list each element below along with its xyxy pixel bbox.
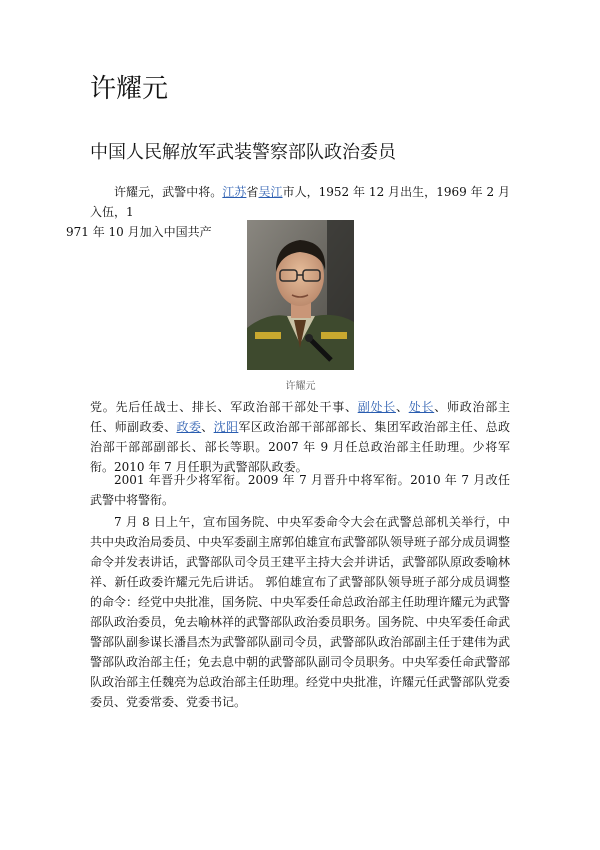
intro-text-2: 省 xyxy=(246,185,259,199)
link-jiangsu[interactable]: 江苏 xyxy=(222,185,247,199)
career-text-4: 、 xyxy=(201,420,214,434)
link-chuzhang[interactable]: 处长 xyxy=(408,400,435,414)
link-wujiang[interactable]: 吴江 xyxy=(258,185,283,199)
link-shenyang[interactable]: 沈阳 xyxy=(213,420,239,434)
career-text-5: 军区政治部干部部部长、集团军政治部主任、总政治部干部部副部长、部长等职。2007 年 9 月任总政治部主任助理。少将军衔。2010 年 7 月任职为武警部队政委。 xyxy=(90,420,510,474)
link-fuchuzhang[interactable]: 副处长 xyxy=(357,400,396,414)
photo-caption: 许耀元 xyxy=(285,381,316,392)
rank-paragraph: 2001 年晋升少将军衔。2009 年 7 月晋升中将军衔。2010 年 7 月改任武警中将警衔。 xyxy=(90,473,510,507)
portrait-photo-graphic xyxy=(247,220,354,370)
page-title: 许耀元 xyxy=(90,74,169,104)
intro-text-4: 971 年 10 月加入中国共产 xyxy=(66,225,212,239)
career-text-1: 党。先后任战士、排长、军政治部干部处干事、 xyxy=(90,400,358,414)
event-paragraph: 7 月 8 日上午，宣布国务院、中央军委命令大会在武警总部机关举行，中共中央政治局委员、中央军委副主席郭伯雄宣布武警部队领导班子部分成员调整命令并发表讲话，武警部队司令员王建平主持大会并讲话，武警部队原政委喻林祥、新任政委许耀元先后讲话。 郭伯雄宣布了武警部队领导班子部分成员调整的命令：经党中央批准，国务院、中央军委任命总政治部主任助理许耀元为武警部队政治委员，免去喻林祥的武警部队政治委员职务。国务院、中央军委任命武警部队副参谋长潘昌杰为武警部队副司令员，武警部队政治部副主任于建伟为武警部队政治部主任；免去息中朝的武警部队副司令员职务。中央军委任命武警部队政治部主任魏亮为总政治部主任助理。经党中央批准，许耀元任武警部队党委委员、党委常委、党委书记。 xyxy=(90,515,511,709)
intro-text-1: 许耀元，武警中将。 xyxy=(114,185,223,199)
intro-text-3: 市人，1952 年 12 月出生，1969 年 2 月入伍，1 xyxy=(90,185,510,219)
career-paragraph xyxy=(90,397,510,477)
portrait-photo xyxy=(247,220,354,370)
page-subtitle: 中国人民解放军武装警察部队政治委员 xyxy=(90,142,396,163)
career-text-2: 、 xyxy=(395,400,409,414)
career-text-3: 、师政治部主任、师副政委、 xyxy=(90,400,510,434)
link-zhengwei[interactable]: 政委 xyxy=(176,420,202,434)
